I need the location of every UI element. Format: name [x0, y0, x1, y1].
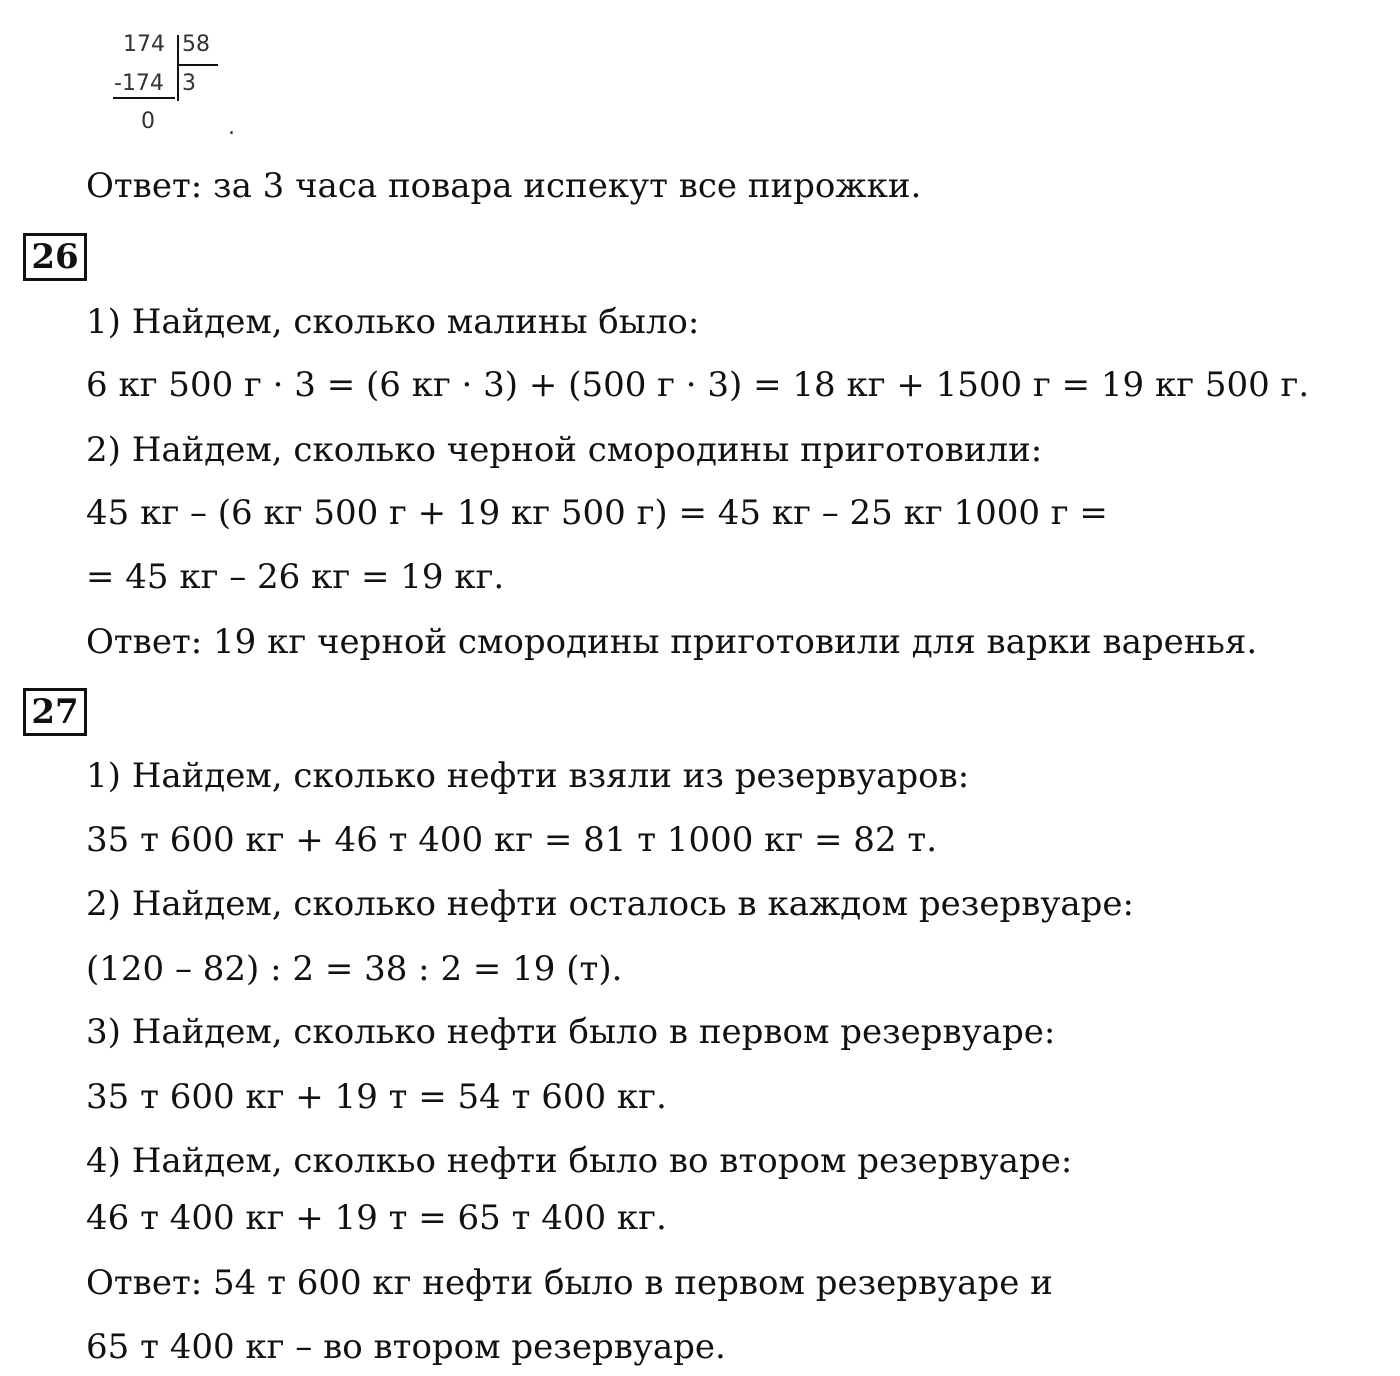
problem-27-line-2: 35 т 600 кг + 46 т 400 кг = 81 т 1000 кг = 82 т. [86, 820, 937, 860]
problem-26-answer: Ответ: 19 кг черной смородины приготовили для варки варенья. [86, 622, 1258, 662]
problem-27-line-4: (120 – 82) : 2 = 38 : 2 = 19 (т). [86, 949, 623, 989]
division-subtrahend: -174 [114, 71, 164, 96]
division-vertical-bar [177, 35, 179, 101]
problem-27-line-5: 3) Найдем, сколько нефти было в первом резервуаре: [86, 1012, 1056, 1052]
problem-27-line-7: 4) Найдем, сколкьо нефти было во втором резервуаре: [86, 1141, 1073, 1181]
division-dot: . [228, 115, 235, 140]
problem-27-line-3: 2) Найдем, сколько нефти осталось в каждом резервуаре: [86, 884, 1134, 924]
answer-25: Ответ: за 3 часа повара испекут все пирожки. [86, 166, 922, 206]
division-dividend: 174 [123, 32, 165, 57]
problem-number-26: 26 [23, 233, 87, 281]
problem-26-line-1: 1) Найдем, сколько малины было: [86, 302, 700, 342]
problem-27-line-8: 46 т 400 кг + 19 т = 65 т 400 кг. [86, 1198, 667, 1238]
problem-27-answer-line-1: Ответ: 54 т 600 кг нефти было в первом резервуаре и [86, 1263, 1053, 1303]
problem-27-answer-line-2: 65 т 400 кг – во втором резервуаре. [86, 1327, 726, 1367]
division-remainder: 0 [141, 109, 155, 134]
problem-26-line-3: 2) Найдем, сколько черной смородины приготовили: [86, 430, 1043, 470]
problem-26-line-5: = 45 кг – 26 кг = 19 кг. [86, 557, 505, 597]
problem-number-27: 27 [23, 688, 87, 736]
problem-26-line-4: 45 кг – (6 кг 500 г + 19 кг 500 г) = 45 кг – 25 кг 1000 г = [86, 493, 1108, 533]
division-quotient: 3 [182, 71, 196, 96]
division-divisor: 58 [182, 32, 210, 57]
problem-26-line-2: 6 кг 500 г · 3 = (6 кг · 3) + (500 г · 3) = 18 кг + 1500 г = 19 кг 500 г. [86, 365, 1310, 405]
problem-27-line-6: 35 т 600 кг + 19 т = 54 т 600 кг. [86, 1077, 667, 1117]
division-subtrahend-underline [113, 97, 175, 99]
division-divisor-underline [178, 64, 218, 66]
problem-27-line-1: 1) Найдем, сколько нефти взяли из резервуаров: [86, 756, 970, 796]
